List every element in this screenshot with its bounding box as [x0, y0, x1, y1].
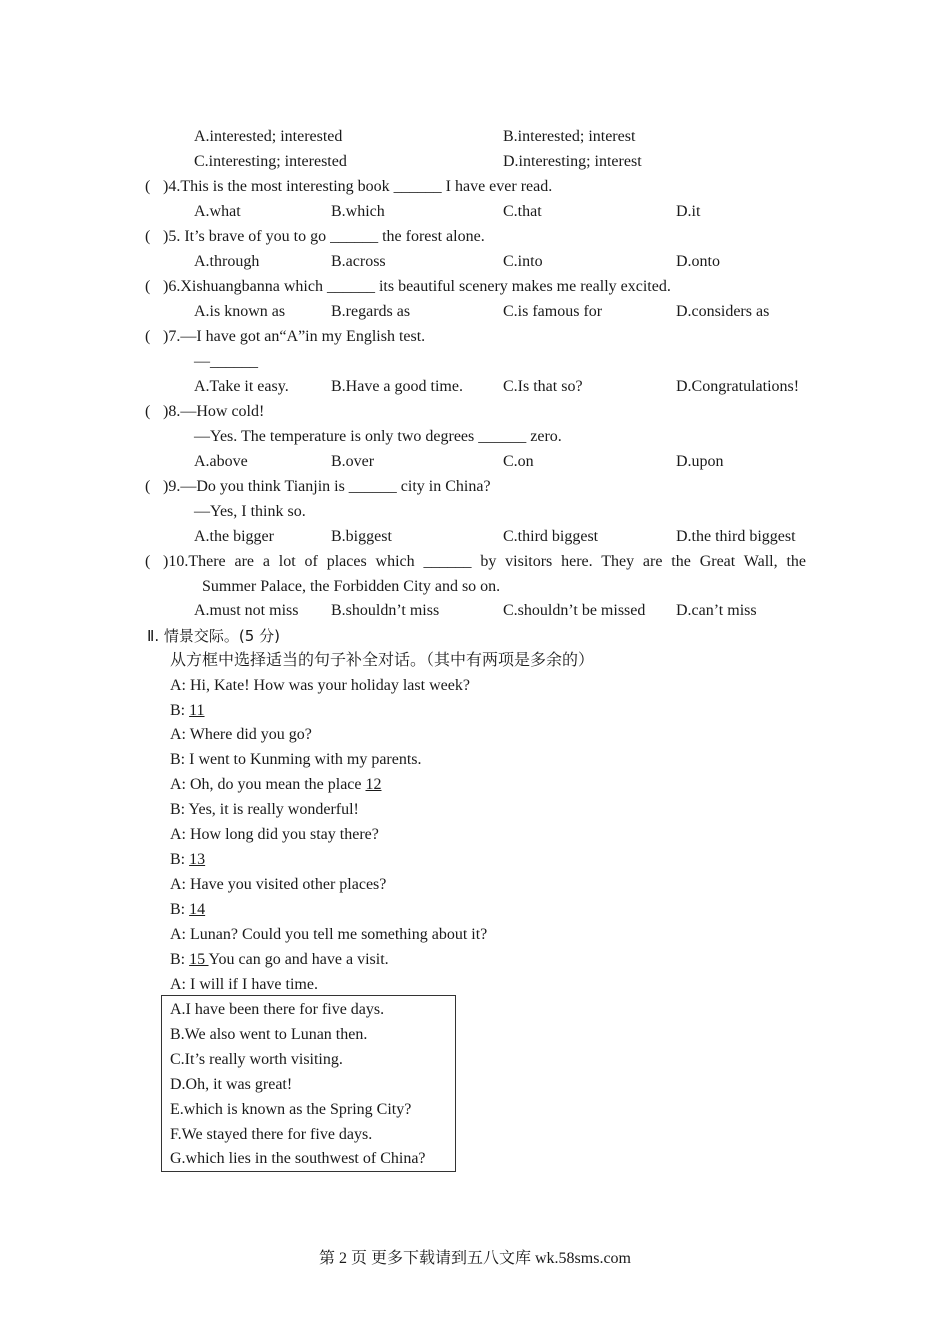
- question-stem: )9.—Do you think Tianjin is ______ city in China?: [163, 478, 491, 495]
- dialogue-line: B: Yes, it is really wonderful!: [170, 801, 359, 818]
- box-option: F.We stayed there for five days.: [170, 1126, 373, 1143]
- option: D.can’t miss: [676, 602, 757, 619]
- option: D.the third biggest: [676, 528, 796, 545]
- question-stem: )4.This is the most interesting book ______ I have ever read.: [163, 178, 553, 195]
- option: C.that: [503, 203, 542, 220]
- page-footer: 第 2 页 更多下载请到五八文库 wk.58sms.com: [318, 1250, 631, 1267]
- question-stem: )10.There are a lot of places which ______ by visitors here. They are the Great Wall, the: [163, 553, 806, 570]
- box-option: G.which lies in the southwest of China?: [170, 1150, 426, 1167]
- option: B.Have a good time.: [331, 378, 463, 395]
- option: C.into: [503, 253, 543, 270]
- option: A.above: [194, 453, 248, 470]
- option: A.Take it easy.: [194, 378, 289, 395]
- dialogue-reply: —Yes, I think so.: [194, 503, 306, 520]
- box-option: E.which is known as the Spring City?: [170, 1101, 412, 1118]
- section-heading: Ⅱ. 情景交际。(5 分): [147, 627, 280, 645]
- option: A.through: [194, 253, 260, 270]
- answer-paren: (: [145, 178, 151, 195]
- box-option: A.I have been there for five days.: [170, 1001, 385, 1018]
- option: C.Is that so?: [503, 378, 583, 395]
- answer-paren: (: [145, 328, 151, 345]
- answer-paren: (: [145, 278, 151, 295]
- option: C.shouldn’t be missed: [503, 602, 646, 619]
- question-stem: )5. It’s brave of you to go ______ the forest alone.: [163, 228, 485, 245]
- option: B.across: [331, 253, 386, 270]
- dialogue-line: B: I went to Kunming with my parents.: [170, 751, 422, 768]
- option: B.shouldn’t miss: [331, 602, 440, 619]
- option: C.third biggest: [503, 528, 599, 545]
- q3-option-d: D.interesting; interest: [503, 153, 642, 170]
- question-stem: )8.—How cold!: [163, 403, 265, 420]
- option: D.considers as: [676, 303, 770, 320]
- box-option: D.Oh, it was great!: [170, 1076, 293, 1093]
- box-option: C.It’s really worth visiting.: [170, 1051, 343, 1068]
- answer-blank[interactable]: 15: [189, 951, 209, 968]
- option: D.it: [676, 203, 701, 220]
- q3-option-c: C.interesting; interested: [194, 153, 347, 170]
- question-stem-continued: Summer Palace, the Forbidden City and so on.: [202, 578, 501, 595]
- option: B.biggest: [331, 528, 392, 545]
- dialogue-line: A: Oh, do you mean the place 12: [170, 776, 382, 793]
- dialogue-reply: —Yes. The temperature is only two degrees ______ zero.: [194, 428, 562, 445]
- dialogue-reply: —______: [194, 353, 258, 370]
- option: A.must not miss: [194, 602, 299, 619]
- dialogue-line: A: Lunan? Could you tell me something about it?: [170, 926, 488, 943]
- question-stem: )7.—I have got an“A”in my English test.: [163, 328, 426, 345]
- dialogue-line: B: 15 You can go and have a visit.: [170, 951, 389, 968]
- option: D.onto: [676, 253, 720, 270]
- option: A.is known as: [194, 303, 286, 320]
- answer-paren: (: [145, 228, 151, 245]
- dialogue-line: A: Have you visited other places?: [170, 876, 387, 893]
- option: C.is famous for: [503, 303, 603, 320]
- dialogue-line: B: 11: [170, 702, 205, 719]
- option: C.on: [503, 453, 534, 470]
- option: B.which: [331, 203, 385, 220]
- q3-option-b: B.interested; interest: [503, 128, 636, 145]
- dialogue-line: B: 14: [170, 901, 206, 918]
- question-10: [0, 552, 950, 572]
- option: D.Congratulations!: [676, 378, 800, 395]
- answer-paren: (: [145, 403, 151, 420]
- dialogue-line: A: How long did you stay there?: [170, 826, 379, 843]
- q3-option-a: A.interested; interested: [194, 128, 343, 145]
- dialogue-line: A: Hi, Kate! How was your holiday last week?: [170, 677, 470, 694]
- answer-paren: (: [145, 553, 151, 570]
- dialogue-line: B: 13: [170, 851, 206, 868]
- answer-blank[interactable]: 14: [189, 901, 206, 918]
- dialogue-line: A: Where did you go?: [170, 726, 312, 743]
- question-stem: )6.Xishuangbanna which ______ its beautiful scenery makes me really excited.: [163, 278, 671, 295]
- option: A.the bigger: [194, 528, 274, 545]
- box-option: B.We also went to Lunan then.: [170, 1026, 368, 1043]
- options-box: [161, 995, 456, 1172]
- option: A.what: [194, 203, 241, 220]
- option: B.regards as: [331, 303, 411, 320]
- option: D.upon: [676, 453, 724, 470]
- answer-paren: (: [145, 478, 151, 495]
- answer-blank[interactable]: 13: [189, 851, 206, 868]
- answer-blank[interactable]: 12: [365, 776, 382, 793]
- answer-blank[interactable]: 11: [189, 702, 205, 719]
- option: B.over: [331, 453, 375, 470]
- dialogue-line: A: I will if I have time.: [170, 976, 318, 993]
- section-instruction: 从方框中选择适当的句子补全对话。（其中有两项是多余的）: [170, 652, 595, 669]
